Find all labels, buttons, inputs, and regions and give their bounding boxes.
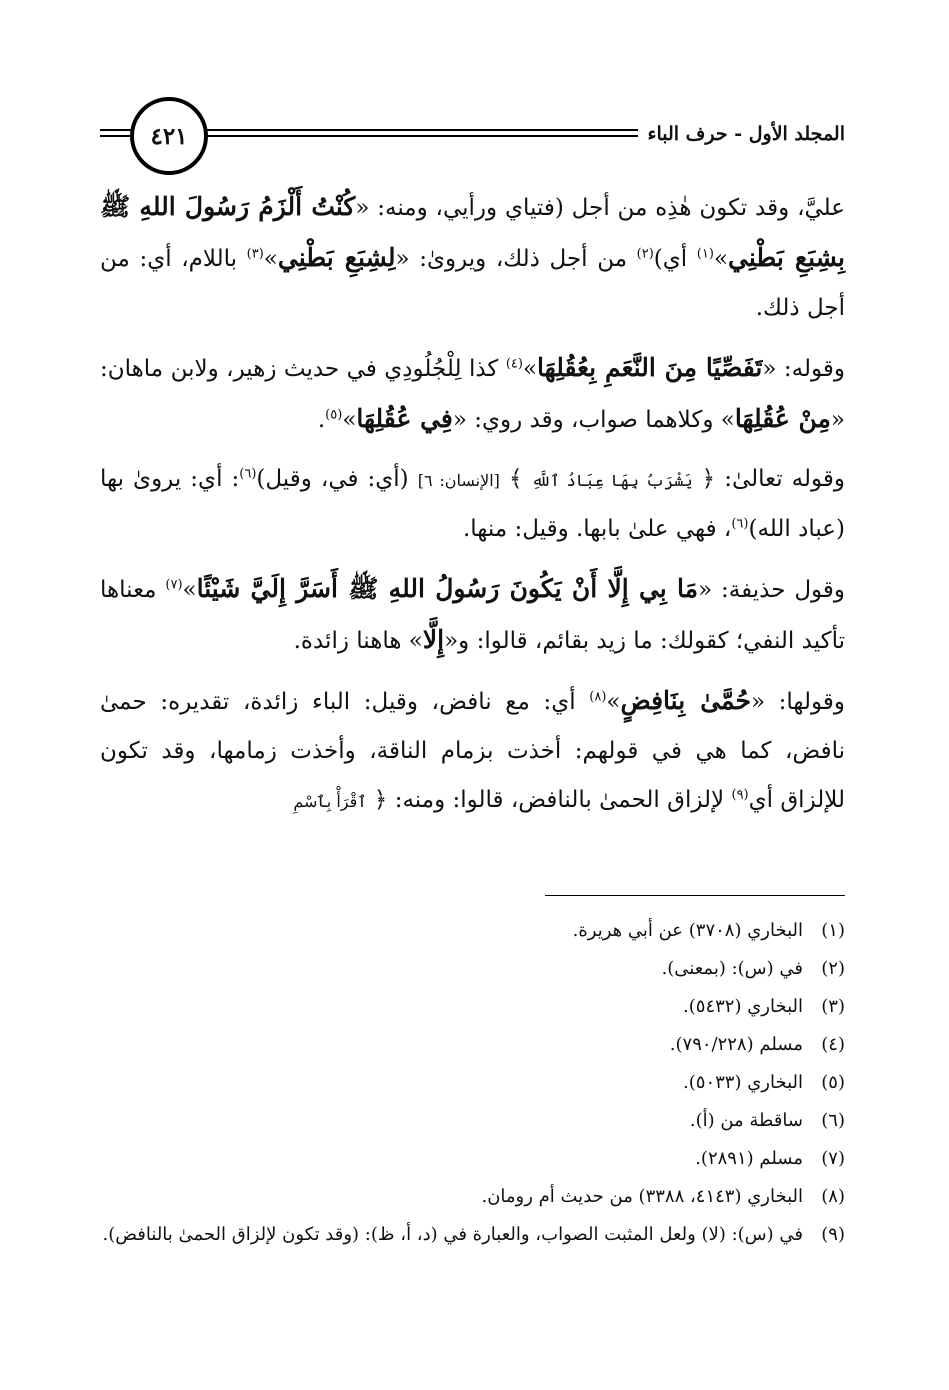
text-span: (أي: في، وقيل) [256, 466, 418, 492]
text-span: » [522, 356, 538, 382]
text-span: كذا لِلْجُلُودِي في حديث زهير، ولابن ماهان: « [100, 356, 845, 433]
footnote-number: (٣) [821, 996, 845, 1017]
text-span: أي) [653, 246, 697, 272]
hadith-quote: مِنْ عُقُلِهَا [734, 404, 831, 433]
text-span: لإلزاق الحمىٰ بالنافض، قالوا: ومنه: ﴿ [366, 787, 732, 813]
paragraph [100, 343, 845, 445]
text-span: وقول حذيفة: « [698, 577, 846, 603]
main-text [100, 182, 845, 836]
footnote-number: (٨) [821, 1186, 845, 1207]
text-span: » [342, 407, 357, 433]
footnote-number: (٥) [821, 1072, 845, 1093]
footnote-ref: (٦) [731, 516, 749, 532]
quran-verse: ٱقْرَأْ بِٱسْمِ [293, 792, 367, 811]
footnote-ref: (٢) [636, 246, 654, 262]
footnote [100, 912, 845, 950]
footnote-text: مسلم (٢٨٩١). [695, 1148, 803, 1169]
footnote-number: (٦) [821, 1110, 845, 1131]
footnote-text: في (س): (لا) ولعل المثبت الصواب، والعبارة في (د، أ، ظ): (وقد تكون لإلزاق الحمىٰ بالنافض). [102, 1224, 803, 1245]
footnote [100, 1140, 845, 1178]
hadith-quote: مَا بِي إِلَّا أَنْ يَكُونَ رَسُولُ اللهِ ﷺ أَسَرَّ إِلَيَّ شَيْئًا [196, 574, 699, 603]
footnote-number: (١) [821, 920, 845, 941]
paragraph [100, 564, 845, 666]
footnote-ref: (٤) [505, 356, 523, 372]
footnote-text: ساقطة من (أ). [689, 1110, 803, 1131]
footnote-number: (٩) [821, 1224, 845, 1245]
footnote-number: (٤) [821, 1034, 845, 1055]
footnote [100, 988, 845, 1026]
hadith-quote: تَفَصِّيًا مِنَ النَّعَمِ بِعُقُلِهَا [537, 353, 763, 382]
footnote [100, 1102, 845, 1140]
text-span: ، فهي علىٰ بابها. وقيل: منها. [462, 516, 732, 542]
footnote-number: (٧) [821, 1148, 845, 1169]
text-span: » وكلاهما صواب، وقد روي: « [452, 407, 735, 433]
hadith-quote: إِلَّا [422, 625, 445, 654]
footnote-ref: (٥) [325, 407, 343, 423]
text-span: عليَّ، وقد تكون هٰذِه من أجل (فتياي ورأيي، ومنه: « [355, 195, 845, 221]
footnote-ref: (٦) [239, 466, 257, 482]
text-span: باللام، أي: من أجل ذلك. [100, 246, 845, 321]
hadith-quote: كُنْتُ أَلْزَمُ رَسُولَ اللهِ ﷺ بِشِبَعِ بَطْنِي [100, 192, 845, 272]
hadith-quote: لِشِبَعِ بَطْنِي [277, 243, 396, 272]
verse-reference: [الإنسان: ٦] [417, 471, 500, 490]
footnote-number: (٢) [821, 958, 845, 979]
text-span: » [263, 246, 278, 272]
text-span: » [713, 246, 729, 272]
footnote [100, 950, 845, 988]
text-span: معناها تأكيد النفي؛ كقولك: ما زيد بقائم، قالوا: و« [100, 577, 845, 654]
page-header [100, 95, 845, 175]
text-span: . [317, 407, 326, 433]
footnote-text: البخاري (٤١٤٣، ٣٣٨٨) من حديث أم رومان. [481, 1186, 803, 1207]
footnote [100, 1178, 845, 1216]
quran-verse: يَشْرَبُ بِهَا عِبَادُ ٱللَّهِ [531, 471, 693, 490]
text-span: » [182, 577, 197, 603]
footnote-ref: (٩) [731, 787, 749, 803]
paragraph [100, 182, 845, 333]
footnote-text: مسلم (٧٩٠/٢٢٨). [669, 1034, 803, 1055]
footnote-text: البخاري (٣٧٠٨) عن أبي هريرة. [572, 920, 803, 941]
paragraph [100, 455, 845, 554]
footnote-ref: (٣) [246, 246, 264, 262]
footnote [100, 1064, 845, 1102]
hadith-quote: فِي عُقُلِهَا [356, 404, 453, 433]
footnote [100, 1216, 845, 1254]
text-span: من أجل ذلك، ويروىٰ: « [395, 246, 637, 272]
text-span: » [606, 689, 621, 715]
hadith-quote: حُمَّىٰ بِنَافِضٍ [620, 686, 751, 715]
text-span: وقوله تعالىٰ: ﴿ [692, 466, 846, 492]
text-span: : أي: يروىٰ بها (عباد الله) [100, 466, 845, 542]
running-title: المجلد الأول - حرف الباء [638, 119, 845, 149]
footnotes [100, 912, 845, 1254]
footnote-ref: (٧) [165, 577, 183, 593]
footnote-ref: (١) [696, 246, 714, 262]
footnote-separator [545, 895, 845, 896]
text-span: ﴾ [499, 466, 532, 492]
text-span: وقوله: « [762, 356, 845, 382]
text-span: وقولها: « [750, 689, 845, 715]
footnote-text: في (س): (بمعنى). [661, 958, 803, 979]
footnote-text: البخاري (٥٤٣٢). [683, 996, 803, 1017]
paragraph [100, 676, 845, 826]
text-span: » هاهنا زائدة. [293, 628, 423, 654]
footnote [100, 1026, 845, 1064]
footnote-ref: (٨) [589, 689, 607, 705]
text-span: أي: مع نافض، وقيل: الباء زائدة، تقديره: حمىٰ نافض، كما هي في قولهم: أخذت بزمام الناقة، وأخذت زمامها، وقد تكون للإلزاق أي [100, 689, 845, 813]
footnote-text: البخاري (٥٠٣٣). [683, 1072, 803, 1093]
page-number: ٤٢١ [130, 97, 208, 175]
